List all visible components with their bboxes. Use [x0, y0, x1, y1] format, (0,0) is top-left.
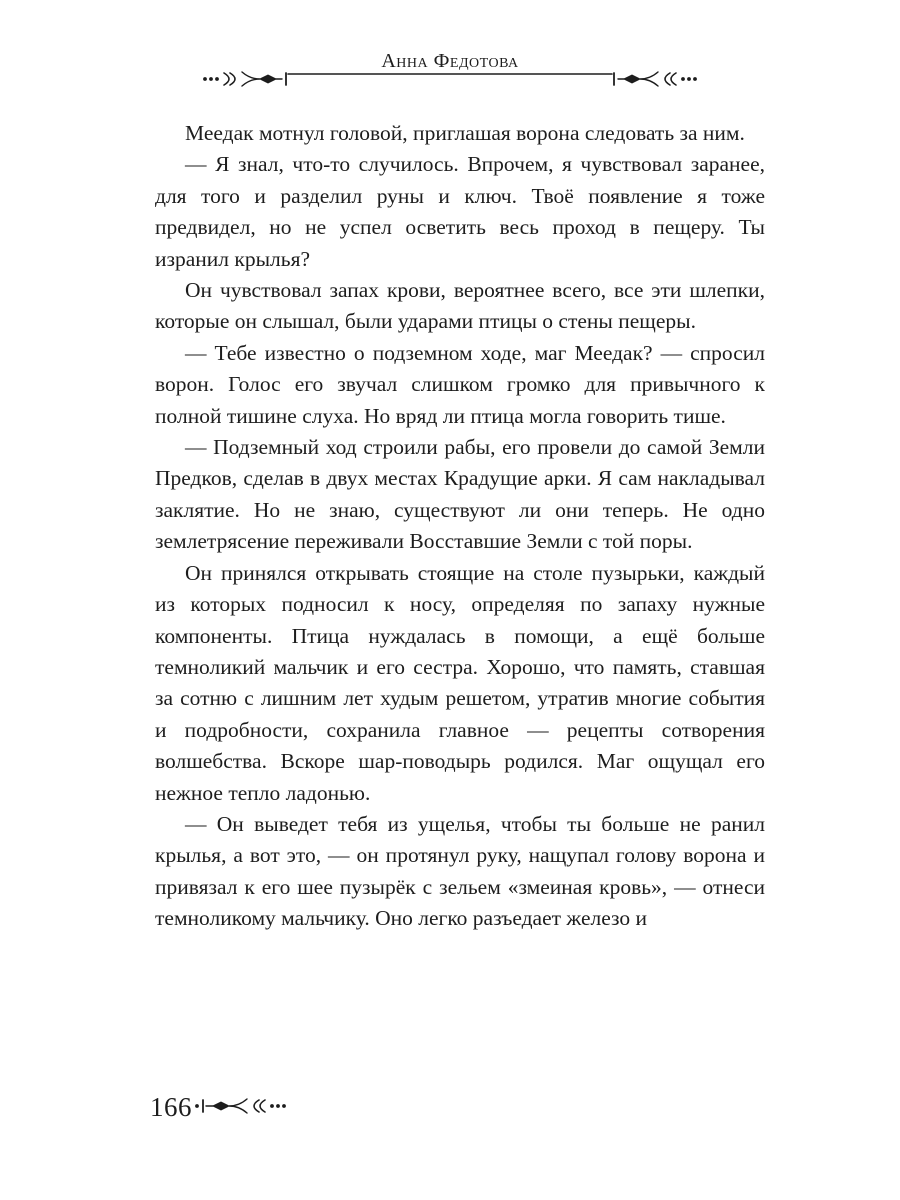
footer-ornament	[193, 1096, 289, 1116]
paragraph: Меедак мотнул головой, приглашая ворона следовать за ним.	[185, 121, 745, 145]
header-ornament	[200, 68, 700, 92]
page-number: 166	[150, 1092, 192, 1122]
paragraph: Он принялся открывать стоящие на столе пузырьки, каждый из которых подносил к носу, определяя по запаху нужные компоненты. Птица нуждалась в помощи, а ещё больше темноликий мальчик и его сестра. Хорошо, что память, ставшая за сотню с лишним лет худым решетом, утратив многие события и подробности, сохранила главное — рецепты сотворения волшебства. Вскоре шар-поводырь родился. Маг ощущал его нежное тепло ладонью.	[155, 560, 765, 805]
paragraph: Он чувствовал запах крови, вероятнее всего, все эти шлепки, которые он слышал, были ударами птицы о стены пещеры.	[155, 278, 765, 334]
paragraph: — Подземный ход строили рабы, его провели до самой Земли Предков, сделав в двух местах Крадущие арки. Я сам накладывал заклятие. Но не знаю, существуют ли они теперь. Не одно землетрясение переживали Восставшие Земли с той поры.	[155, 435, 765, 554]
paragraph: — Он выведет тебя из ущелья, чтобы ты больше не ранил крылья, а вот это, — он протянул руку, нащупал голову ворона и привязал к его шее пузырёк с зельем «змеиная кровь», — отнеси темноликому мальчику. Оно легко разъедает железо и	[155, 811, 765, 931]
body-text	[155, 118, 765, 935]
running-header-author: Анна Федотова	[381, 50, 519, 72]
paragraph: — Я знал, что-то случилось. Впрочем, я чувствовал заранее, для того и разделил руны и ключ. Твоё появление я тоже предвидел, но не успел осветить весь проход в пещеру. Ты изранил крылья?	[155, 152, 765, 271]
paragraph: — Тебе известно о подземном ходе, маг Меедак? — спросил ворон. Голос его звучал слишком громко для привычного к полной тишине слуха. Но вряд ли птица могла говорить тише.	[155, 340, 765, 428]
